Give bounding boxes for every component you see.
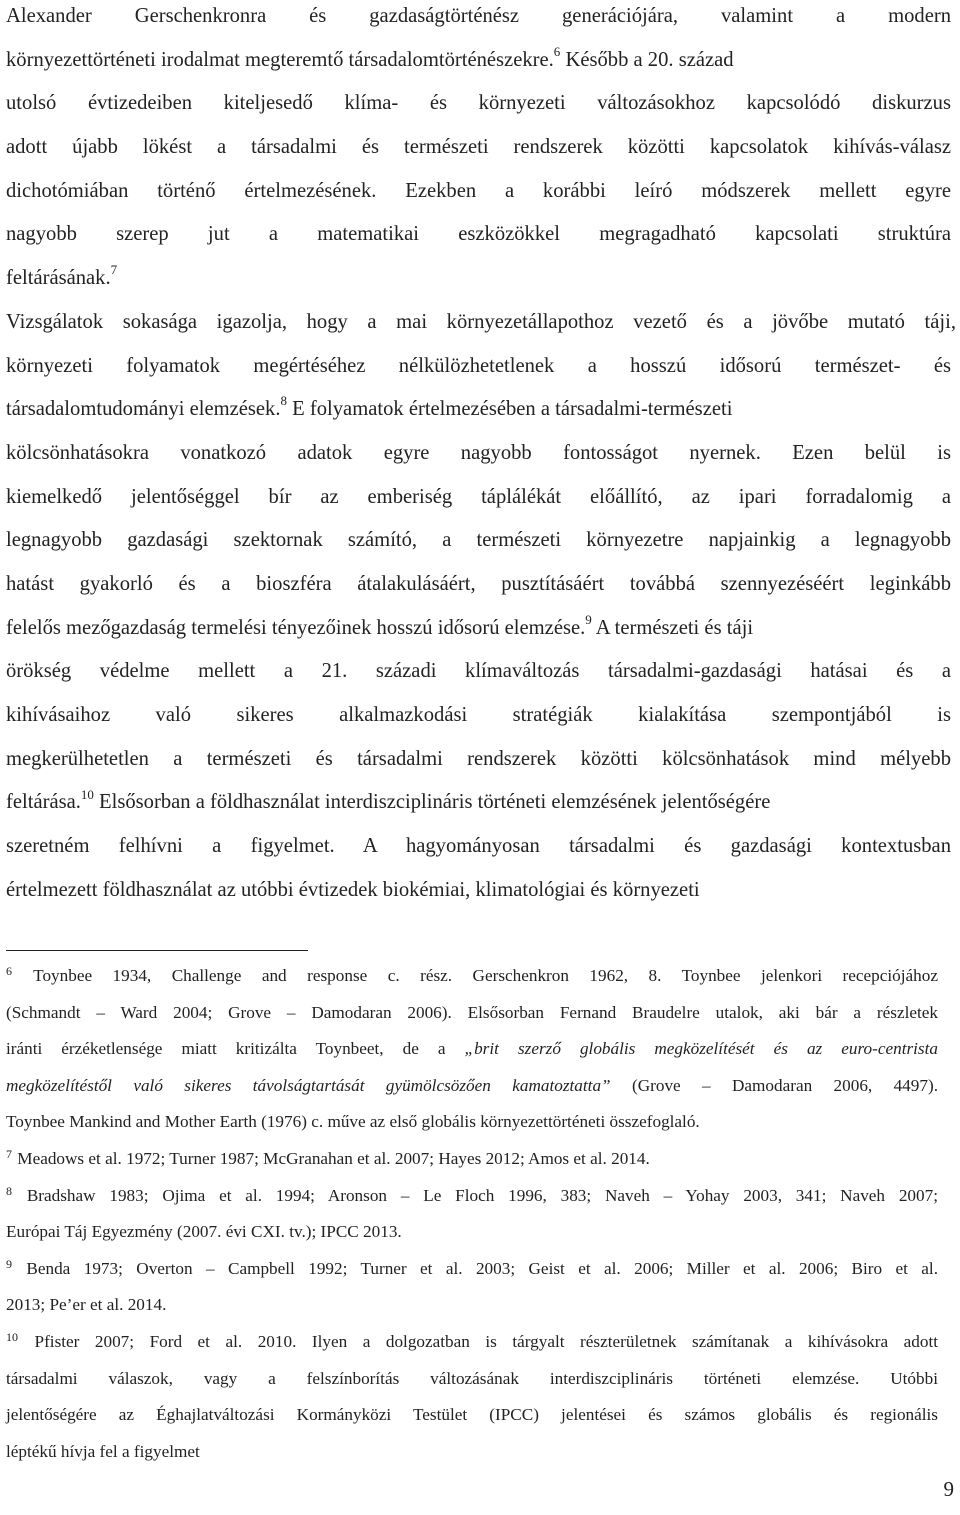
footnote-number: 7 <box>6 1146 12 1161</box>
footnote-text: Toynbee 1934, Challenge and response c. rész. Gerschenkron 1962, 8. Toynbee jelenkori recepciójához <box>33 966 938 985</box>
body-line: adott újabb lökést a társadalmi és természeti rendszerek közötti kapcsolatok kihívás-válasz <box>6 136 951 159</box>
body-line: örökség védelme mellett a 21. századi klímaváltozás társadalmi-gazdasági hatásai és a <box>6 660 951 683</box>
body-line-text: A természeti és táji <box>595 616 754 639</box>
body-line-text: Később a 20. század <box>565 48 734 71</box>
footnote-quote: megközelítéstől való sikeres távolságtartását gyümölcsözően kamatoztatta” <box>6 1075 611 1095</box>
body-line <box>6 39 960 83</box>
page-number: 9 <box>943 1477 954 1501</box>
footnote-number: 9 <box>6 1256 12 1271</box>
body-line <box>6 781 960 825</box>
footnote-number: 8 <box>6 1183 12 1198</box>
body-line-text: társadalomtudományi elemzések. <box>6 398 281 421</box>
footnote-line: Európai Táj Egyezmény (2007. évi CXI. tv.); IPCC 2013. <box>6 1222 402 1242</box>
footnote-quote: „brit szerző globális megközelítését és az euro-centrista <box>464 1039 938 1059</box>
footnote-line: társadalmi válaszok, vagy a felszínborítás változásának interdiszciplináris történeti elemzése. Utóbbi <box>6 1368 938 1388</box>
footnotes <box>6 958 946 1470</box>
body-line <box>6 257 960 301</box>
body-line: dichotómiában történő értelmezésének. Ezekben a korábbi leíró módszerek mellett egyre <box>6 179 951 202</box>
footnote-ref: 8 <box>280 393 287 409</box>
footnote-ref: 9 <box>585 611 592 627</box>
body-line <box>6 607 960 651</box>
body-line-text: feltárásának. <box>6 267 111 290</box>
footnote-text: iránti érzéketlensége miatt kritizálta Toynbeet, de a <box>6 1039 446 1059</box>
footnote-line: Toynbee Mankind and Mother Earth (1976) c. műve az első globális környezettörténeti összefoglaló. <box>6 1112 700 1132</box>
body-line: szeretném felhívni a figyelmet. A hagyományosan társadalmi és gazdasági kontextusban <box>6 835 951 858</box>
body-line-text: környezettörténeti irodalmat megteremtő társadalomtörténészekre. <box>6 48 554 71</box>
footnote-text: Meadows et al. 1972; Turner 1987; McGranahan et al. 2007; Hayes 2012; Amos et al. 2014. <box>17 1148 650 1168</box>
body-line-text: Elsősorban a földhasználat interdiszciplináris történeti elemzésének jelentőségére <box>99 791 771 814</box>
body-line: kihívásaihoz való sikeres alkalmazkodási stratégiák kialakítása szempontjából is <box>6 704 951 726</box>
footnote-ref: 10 <box>80 786 94 802</box>
footnote-line <box>6 1031 938 1068</box>
footnote-line: léptékű hívja fel a figyelmet <box>6 1441 200 1461</box>
body-line: legnagyobb gazdasági szektornak számító, a természeti környezetre napjainkig a legnagyobb <box>6 529 951 552</box>
footnote-7 <box>6 1141 946 1178</box>
body-line: kiemelkedő jelentőséggel bír az emberiség táplálékát előállító, az ipari forradalomig a <box>6 485 951 508</box>
footnote-6 <box>6 958 938 995</box>
footnote-10 <box>6 1324 938 1361</box>
footnote-separator <box>6 950 308 951</box>
body-line: környezeti folyamatok megértéséhez nélkülözhetetlenek a hosszú idősorú természet- és <box>6 354 951 377</box>
footnote-9 <box>6 1251 938 1288</box>
body-line: utolsó évtizedeiben kiteljesedő klíma- és környezeti változásokhoz kapcsolódó diskurzus <box>6 92 951 115</box>
footnote-line: jelentőségére az Éghajlatváltozási Kormányközi Testület (IPCC) jelentései és számos globális és regionális <box>6 1405 938 1425</box>
body-line: nagyobb szerep jut a matematikai eszközökkel megragadható kapcsolati struktúra <box>6 223 951 246</box>
body-text <box>6 0 960 912</box>
body-line-text: E folyamatok értelmezésében a társadalmi-természeti <box>292 398 733 421</box>
body-line-text: felelős mezőgazdaság termelési tényezőinek hosszú idősorú elemzése. <box>6 616 586 639</box>
body-line: értelmezett földhasználat az utóbbi évtizedek biokémiai, klimatológiai és környezeti <box>6 878 700 901</box>
body-line: Vizsgálatok sokasága igazolja, hogy a mai környezetállapothoz vezető és a jövőbe mutató táji, <box>6 310 956 333</box>
footnote-line <box>6 1068 938 1105</box>
body-line: hatást gyakorló és a bioszféra átalakulásáért, pusztításáért továbbá szennyezéséért leginkább <box>6 572 951 595</box>
body-line: megkerülhetetlen a természeti és társadalmi rendszerek közötti kölcsönhatások mind mélyebb <box>6 747 951 770</box>
body-line: Alexander Gerschenkronra és gazdaságtörténész generációjára, valamint a modern <box>6 5 951 27</box>
footnote-line: 2013; Pe’er et al. 2014. <box>6 1295 167 1315</box>
footnote-text: Pfister 2007; Ford et al. 2010. Ilyen a dolgozatban is tárgyalt részterületnek számítanak a kihívásokra adott <box>34 1331 938 1351</box>
footnote-ref: 6 <box>553 43 561 59</box>
footnote-text: (Grove – Damodaran 2006, 4497). <box>631 1075 938 1095</box>
footnote-text: Bradshaw 1983; Ojima et al. 1994; Aronson – Le Floch 1996, 383; Naveh – Yohay 2003, 341; Naveh 2007; <box>26 1185 938 1205</box>
footnote-8 <box>6 1178 938 1215</box>
footnote-number: 6 <box>6 964 12 978</box>
footnote-line: (Schmandt – Ward 2004; Grove – Damodaran 2006). Elsősorban Fernand Braudelre utalok, aki bár a részletek <box>6 1002 938 1022</box>
body-line: kölcsönhatásokra vonatkozó adatok egyre nagyobb fontosságot nyernek. Ezen belül is <box>6 441 951 464</box>
body-line-text: feltárása. <box>6 791 81 814</box>
body-line <box>6 388 960 432</box>
footnote-ref: 7 <box>110 262 118 278</box>
footnote-text: Benda 1973; Overton – Campbell 1992; Turner et al. 2003; Geist et al. 2006; Miller et al. 2006; Biro et al. <box>26 1258 938 1278</box>
footnote-number: 10 <box>6 1329 18 1344</box>
